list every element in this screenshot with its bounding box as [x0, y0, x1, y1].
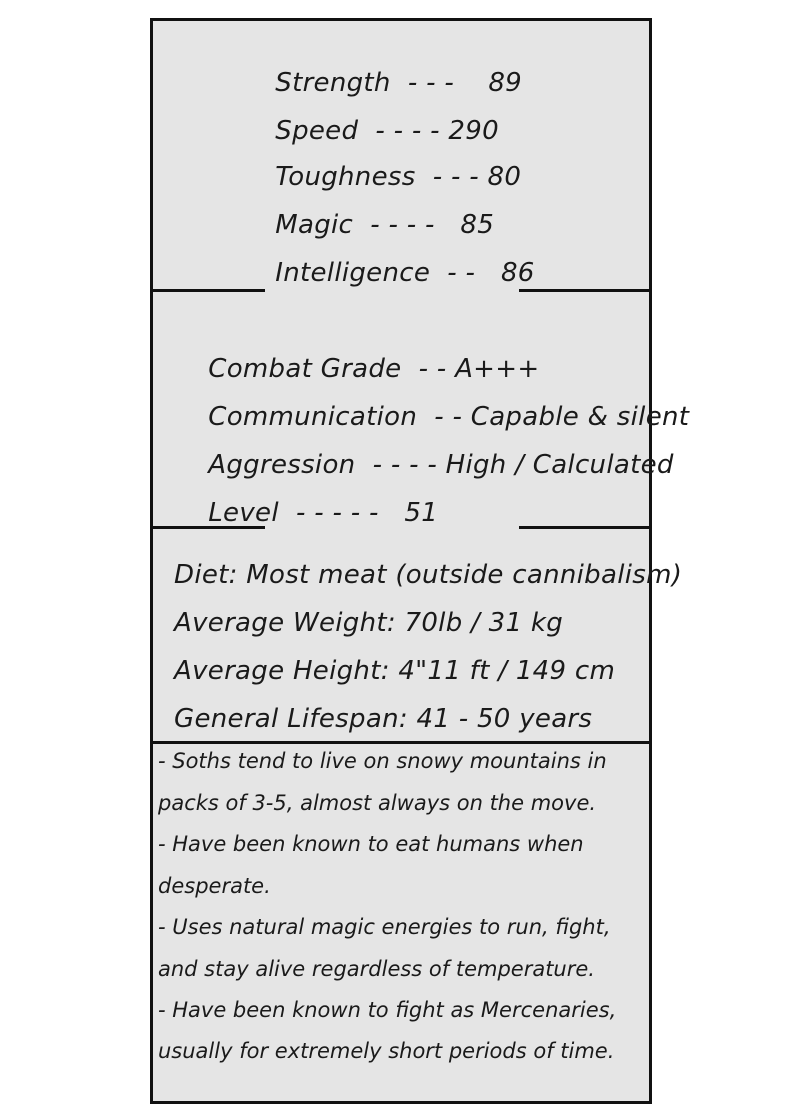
- note-line: usually for extremely short periods of time.: [158, 1039, 615, 1063]
- grade-value: Capable & silent: [470, 402, 690, 432]
- stat-label: Speed: [275, 116, 359, 146]
- grade-separator: - - - - -: [296, 498, 379, 528]
- physical-row-weight: Average Weight: 70lb / 31 kg: [174, 608, 564, 638]
- stat-separator: - - - -: [370, 210, 435, 240]
- note-line: desperate.: [158, 874, 271, 898]
- grade-value: 51: [404, 498, 439, 528]
- stat-separator: - - -: [432, 162, 479, 192]
- stat-value: 85: [460, 210, 495, 240]
- section-divider: [153, 741, 649, 744]
- stat-value: 290: [448, 116, 499, 146]
- creature-stat-card: [150, 18, 690, 1104]
- stat-row-intelligence: [241, 225, 535, 321]
- section-divider: [519, 526, 649, 529]
- stat-value: 86: [500, 258, 535, 288]
- stat-separator: - - -: [407, 68, 455, 98]
- grade-separator: - - - -: [372, 450, 438, 480]
- grade-row-level: [174, 465, 438, 561]
- grade-separator: - -: [434, 402, 463, 432]
- note-line: packs of 3-5, almost always on the move.: [158, 791, 597, 815]
- section-divider: [153, 526, 265, 529]
- note-line: - Uses natural magic energies to run, fight,: [158, 915, 611, 939]
- grade-value: High / Calculated: [445, 450, 674, 480]
- stat-label: Strength: [275, 68, 391, 98]
- stat-label: Magic: [275, 210, 354, 240]
- note-line: and stay alive regardless of temperature.: [158, 957, 595, 981]
- stat-value: 80: [487, 162, 522, 192]
- note-line: - Have been known to eat humans when: [158, 832, 584, 856]
- physical-row-lifespan: General Lifespan: 41 - 50 years: [174, 704, 593, 734]
- stat-label: Intelligence: [275, 258, 431, 288]
- stat-separator: - - - -: [375, 116, 440, 146]
- physical-row-diet: Diet: Most meat (outside cannibalism): [174, 560, 683, 590]
- grade-label: Combat Grade: [208, 354, 402, 384]
- note-line: - Have been known to fight as Mercenaries,: [158, 998, 617, 1022]
- note-line: - Soths tend to live on snowy mountains in: [158, 749, 607, 773]
- grade-separator: - -: [418, 354, 447, 384]
- stat-separator: - -: [447, 258, 476, 288]
- grade-label: Level: [208, 498, 279, 528]
- physical-row-height: Average Height: 4"11 ft / 149 cm: [174, 656, 616, 686]
- grade-value: A+++: [455, 354, 540, 384]
- section-divider: [153, 289, 265, 292]
- stat-label: Toughness: [275, 162, 416, 192]
- stat-value: 89: [488, 68, 522, 98]
- grade-label: Aggression: [208, 450, 356, 480]
- grade-label: Communication: [208, 402, 418, 432]
- section-divider: [519, 289, 649, 292]
